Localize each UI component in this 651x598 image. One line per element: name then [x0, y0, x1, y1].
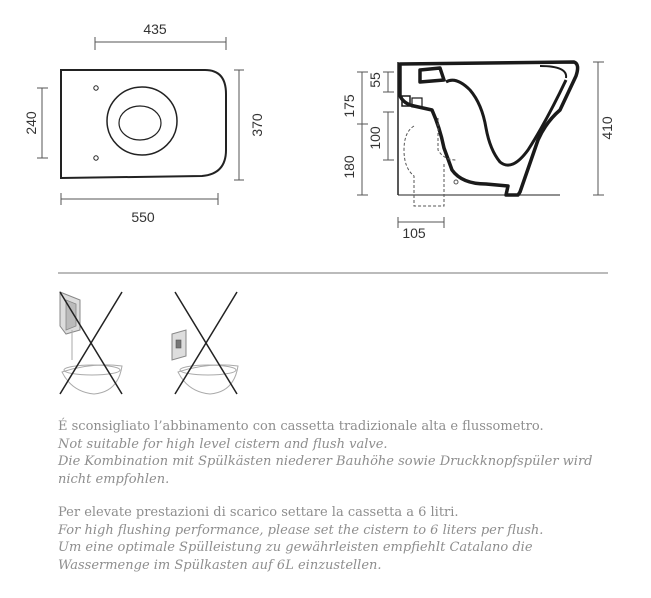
dim-label-410: 410	[599, 116, 615, 140]
dim-label-180: 180	[341, 155, 357, 179]
dim-label-100: 100	[367, 126, 383, 150]
dim-label-55: 55	[367, 72, 383, 88]
warning-text-de-line1: Die Kombination mit Spülkästen niederer Bauhöhe sowie Druckknopfspüler wird	[58, 454, 593, 469]
dim-label-overall-length: 550	[131, 209, 155, 225]
side-view	[341, 62, 615, 241]
dimension-overall-width	[234, 70, 244, 180]
dim-label-105: 105	[402, 225, 426, 241]
fixing-point-side	[454, 180, 458, 184]
toilet-bowl-outer	[107, 87, 177, 155]
flush-text-de-line2: Wassermenge im Spülkasten auf 6L einzustellen.	[58, 557, 382, 573]
dim-label-175: 175	[341, 94, 357, 118]
dim-label-seat-depth: 240	[23, 111, 39, 135]
fixing-hole-bottom	[94, 156, 98, 160]
toilet-top-outline	[61, 70, 226, 178]
warning-text-de-line2: nicht empfohlen.	[58, 471, 170, 487]
not-suitable-flush-valve-icon	[172, 292, 238, 394]
dimension-top-width	[95, 37, 226, 50]
fixing-hole-top	[94, 86, 98, 90]
warning-text-it: É sconsigliato l’abbinamento con cassetta tradizionale alta e flussometro.	[58, 419, 544, 434]
flush-text-de-line1: Um eine optimale Spülleistung zu gewährleisten empfiehlt Catalano die	[58, 540, 533, 555]
flush-text-en: For high flushing performance, please set the cistern to 6 liters per flush.	[58, 522, 544, 538]
dim-label-overall-width: 370	[249, 113, 265, 137]
not-suitable-high-cistern-icon	[60, 292, 122, 394]
toilet-side-body	[400, 62, 578, 195]
notes-block	[58, 418, 638, 574]
dim-label-top-width: 435	[143, 21, 167, 37]
top-view	[23, 21, 265, 225]
warning-text-en: Not suitable for high level cistern and flush valve.	[58, 436, 388, 452]
dimension-overall-length	[61, 193, 218, 205]
toilet-bowl-inner	[119, 106, 161, 140]
flush-text-it: Per elevate prestazioni di scarico settare la cassetta a 6 litri.	[58, 505, 459, 520]
